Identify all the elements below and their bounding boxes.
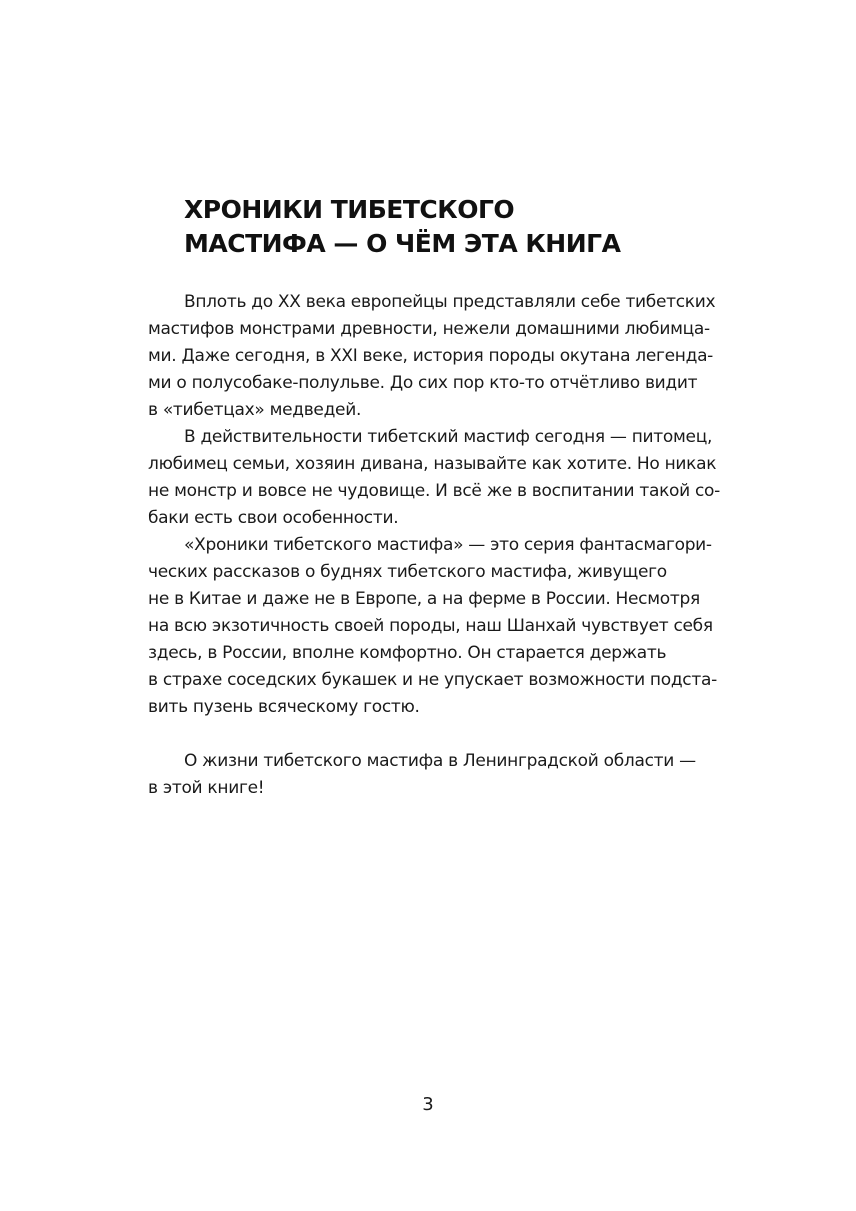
paragraph-1	[148, 289, 748, 424]
text-line: в этой книге!	[148, 778, 265, 798]
text-line: здесь, в России, вполне комфортно. Он старается держать	[148, 643, 667, 663]
text-line: О жизни тибетского мастифа в Ленинградской области —	[184, 751, 696, 771]
text-line: мастифов монстрами древности, нежели домашними любимца-	[148, 319, 710, 339]
text-line: баки есть свои особенности.	[148, 508, 399, 528]
text-line: в страхе соседских букашек и не упускает возможности подста-	[148, 670, 717, 690]
page-number: 3	[422, 1094, 434, 1115]
text-line: на всю экзотичность своей породы, наш Шанхай чувствует себя	[148, 616, 713, 636]
text-line: не в Китае и даже не в Европе, а на ферме в России. Несмотря	[148, 589, 700, 609]
text-line: любимец семьи, хозяин дивана, называйте как хотите. Но никак	[148, 454, 717, 474]
paragraph-3	[148, 532, 748, 721]
paragraph-2	[148, 424, 748, 532]
text-line: «Хроники тибетского мастифа» — это серия фантасмагори-	[184, 535, 712, 555]
chapter-title-line-1: ХРОНИКИ ТИБЕТСКОГО	[184, 195, 515, 224]
paragraph-spacer	[148, 721, 748, 748]
text-line: ми. Даже сегодня, в XXI веке, история породы окутана легенда-	[148, 346, 714, 366]
chapter-title-line-2: МАСТИФА — О ЧЁМ ЭТА КНИГА	[184, 229, 621, 258]
text-line: вить пузень всяческому гостю.	[148, 697, 420, 717]
paragraph-4	[148, 748, 748, 802]
text-line: в «тибетцах» медведей.	[148, 400, 362, 420]
text-line: ческих рассказов о буднях тибетского мастифа, живущего	[148, 562, 667, 582]
body-text	[148, 289, 748, 802]
text-line: ми о полусобаке-полульве. До сих пор кто-то отчётливо видит	[148, 373, 698, 393]
text-line: не монстр и вовсе не чудовище. И всё же в воспитании такой со-	[148, 481, 720, 501]
text-line: Вплоть до XX века европейцы представляли себе тибетских	[184, 292, 716, 312]
chapter-title	[184, 193, 620, 261]
text-line: В действительности тибетский мастиф сегодня — питомец,	[184, 427, 713, 447]
